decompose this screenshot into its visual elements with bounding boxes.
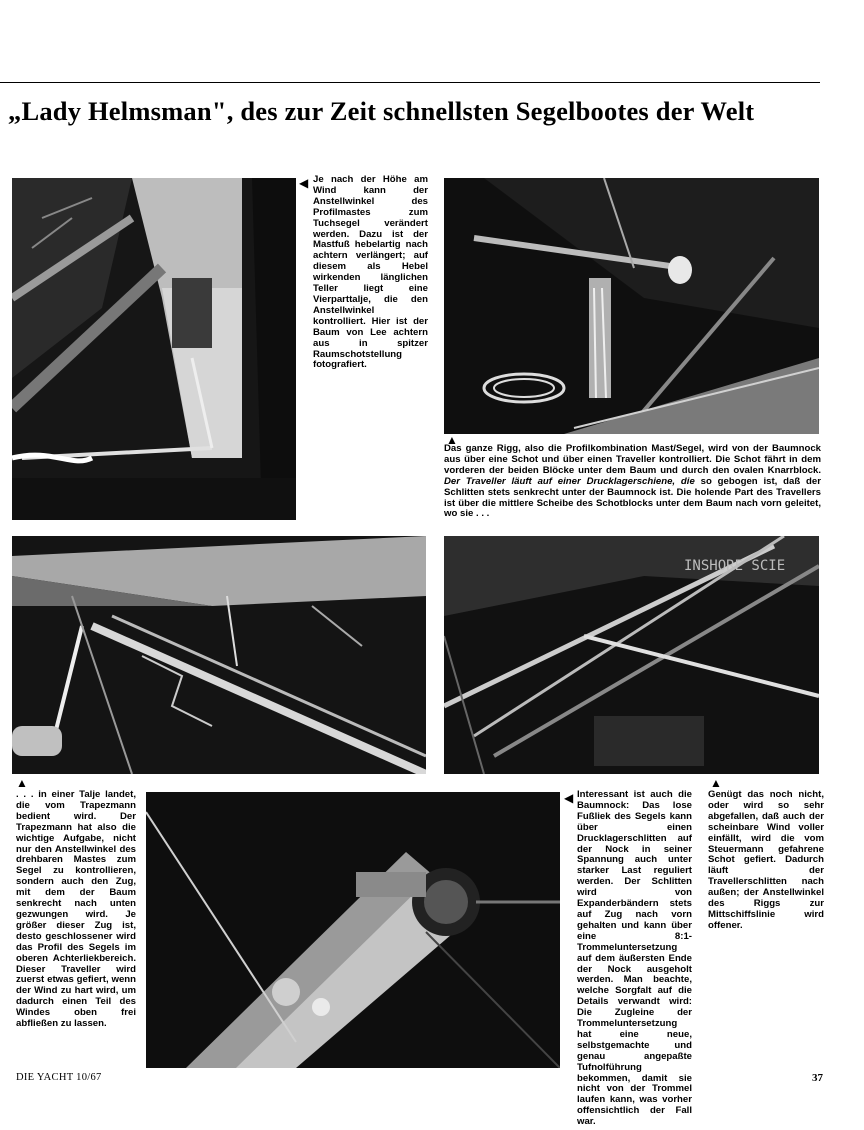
pointer-left-icon: ◀ bbox=[564, 791, 574, 805]
photo-rig bbox=[444, 178, 819, 434]
pointer-up-icon: ▲ bbox=[16, 776, 28, 790]
caption-rig-part-b: Der Traveller läuft auf einer Drucklagerschiene, die bbox=[444, 475, 695, 487]
photo-hull-lettering: INSHORE SCIE bbox=[684, 558, 786, 574]
page-title: „Lady Helmsman", des zur Zeit schnellsten Segelbootes der Welt bbox=[8, 96, 755, 126]
top-rule bbox=[0, 82, 820, 83]
pointer-up-icon: ▲ bbox=[710, 776, 722, 790]
caption-mast-foot: Je nach der Höhe am Wind kann der Anstellwinkel des Profilmastes zum Tuchsegel verändert werden. Dazu ist der Mastfuß hebelartig nach achtern verlängert; auf diesem als Hebel wirkenden länglichen Teller liegt eine Vierparttalje, die den Anstellwinkel kontrolliert. Hier ist der Baum von Lee achtern aus in spitzer Raumschotstellung fotografiert. bbox=[313, 174, 428, 371]
page-number: 37 bbox=[812, 1072, 823, 1084]
caption-rig bbox=[444, 444, 821, 520]
photo-boom-nock bbox=[146, 792, 560, 1068]
caption-sheet-eased: Genügt das noch nicht, oder wird so sehr abgefallen, daß auch der scheinbare Wind voller einfällt, wird die vom Steuermann gefahrene Schot gefiert. Dadurch läuft der Travellerschlitten nach außen; der Anstellwinkel des Riggs zur Mittschiffslinie wird offener. bbox=[708, 789, 824, 931]
photo-mast-foot bbox=[12, 178, 296, 520]
caption-boom-nock-text: Interessant ist auch die Baumnock: Das lose Fußliek des Segels kann über einen Drucklagerschlitten auf der Nock in seiner Spannung auch unter starker Last reguliert werden. Der Schlitten wird von Expanderbändern stets auf Zug nach vorn gehalten und kann über eine 8:1-Trommeluntersetzung auf dem äußersten Ende der Nock ausgeholt werden. Man beachte, welche Sorgfalt auf die Details verwandt wird: Die Zugleine der Trommeluntersetzung hat eine neue, selbstgemachte und genau angepaßte Tufnolführung bekommen, damit sie nicht von der Trommel laufen kann, was vorher offensichtlich der Fall war. bbox=[577, 789, 692, 1128]
caption-boom-nock bbox=[577, 790, 692, 1128]
photo-boom-end bbox=[444, 536, 819, 774]
footer-magazine: DIE YACHT 10/67 bbox=[16, 1072, 102, 1083]
caption-rig-part-c: so gebogen ist, daß der Schlitten stets senkrecht unter der Baumnock ist. Die holende Part des Travellers ist über die mittlere Scheibe des Schotblocks unter dem Baum nach vorn geleitet, wo sie . . . bbox=[444, 475, 821, 520]
pointer-left-icon: ◀ bbox=[299, 176, 309, 190]
caption-talje: . . . in einer Talje landet, die vom Trapezmann bedient wird. Der Trapezmann hat also die wichtige Aufgabe, nicht nur den Anstellwinkel des drehbaren Mastes zum Segel zu kontrollieren, sondern auch den Zug, mit dem der Baum senkrecht nach unten gezwungen wird. Je größer dieser Zug ist, desto geschlossener wird das Profil des Segels im oberen Achterliekbereich. Dieser Traveller wird zuerst etwas gefiert, wenn der Wind zu hart wird, um dadurch einen Teil des Windes oben frei abfließen zu lassen. bbox=[16, 789, 136, 1030]
caption-rig-part-a: Das ganze Rigg, also die Profilkombination Mast/Segel, wird von der Baumnock aus über eine Schot und über einen Traveller kontrolliert. Die Schot fährt in dem vorderen der beiden Blöcke unter dem Baum und durch den ovalen Knarrblock. bbox=[444, 443, 821, 476]
pointer-up-icon: ▲ bbox=[446, 433, 458, 447]
photo-traveller bbox=[12, 536, 426, 774]
